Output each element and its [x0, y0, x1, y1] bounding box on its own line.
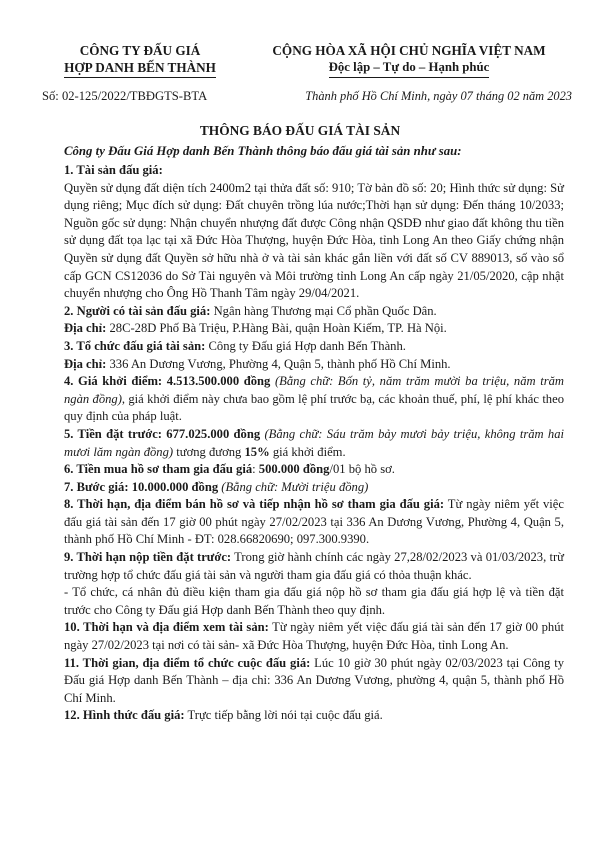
section-2 [64, 303, 564, 321]
notice-body [64, 162, 564, 725]
section-9-label: 9. Thời hạn nộp tiền đặt trước: [64, 550, 232, 565]
section-8-label: 8. Thời hạn, địa điểm bán hồ sơ và tiếp nhận hồ sơ tham gia đấu giá: [64, 497, 445, 512]
section-3 [64, 338, 564, 356]
section-10-text: Từ ngày niêm yết việc đấu giá tài sản đến 17 giờ 00 phút ngày 27/02/2023 tại nơi có tài sản- xã Đức Hòa Thượng, huyện Đức Hòa, tỉnh Long An. [64, 620, 564, 653]
section-9-note: - Tổ chức, cá nhân đủ điều kiện tham gia đấu giá nộp hồ sơ tham gia đấu giá hợp lệ và tiền đặt trước cho Công ty Đấu giá Hợp danh Bến Thành theo quy định. [64, 585, 564, 617]
section-2-address [64, 320, 564, 338]
section-7 [64, 479, 564, 497]
section-4-text: , giá khởi điểm này chưa bao gồm lệ phí trước bạ, các khoản thuế, phí, lệ phí khác theo quy định của pháp luật. [64, 391, 564, 424]
section-8-text: Từ ngày niêm yết việc đấu giá tài sản đến 17 giờ 00 phút ngày 27/02/2023 tại 336 An Dương Vương, Phường 4, Quận 5, thành phố Hồ Chí Minh - ĐT: 028.66820690; 097.300.9390. [64, 497, 564, 547]
section-5 [64, 426, 564, 461]
section-2-address-label: Địa chỉ: [64, 321, 107, 336]
section-1-text: Quyền sử dụng đất diện tích 2400m2 tại thửa đất số: 910; Tờ bản đồ số: 20; Hình thức sử dụng: Sử dụng riêng; Mục đích sử dụng: Đất chuyên trồng lúa nước;Thời hạn sử dụng: Đến tháng 10/2033; Nguồn gốc sử dụng: Nhận chuyển nhượng đất được Công nhận QSDĐ như giao đất không thu tiền sử dụng đất tọa lạc tại xã Đức Hòa Thượng, huyện Đức Hòa, tỉnh Long An theo Giấy chứng nhận Quyền sử dụng đất Quyền sở hữu nhà ở và tài sản khác gắn liền với đất số CV 889013, số vào sổ cấp GCN CS12036 do Sở Tài nguyên và Môi trường tỉnh Long An cấp ngày 21/05/2020, cập nhật chuyển nhượng cho Ông Hồ Thanh Tâm ngày 29/04/2021. [64, 180, 564, 301]
section-10-label: 10. Thời hạn và địa điểm xem tài sản: [64, 620, 269, 635]
section-9-text: Trong giờ hành chính các ngày 27,28/02/2023 và 01/03/2023, trừ trường hợp tổ chức đấu giá tài sản và người tham gia đấu giá có thỏa thuận khác. [64, 550, 564, 582]
section-5-label: 5. Tiền đặt trước: 677.025.000 đồng [64, 426, 261, 441]
national-header [244, 42, 574, 78]
document-number: Số: 02-125/2022/TBĐGTS-BTA [42, 89, 208, 103]
company-name-line2: HỢP DANH BẾN THÀNH [64, 59, 216, 78]
section-12-text: Trực tiếp bằng lời nói tại cuộc đấu giá. [184, 708, 383, 723]
section-2-label: 2. Người có tài sản đấu giá: [64, 303, 211, 318]
section-9 [64, 549, 564, 584]
section-6-label: 6. Tiền mua hồ sơ tham gia đấu giá [64, 462, 253, 477]
section-6-text: : [252, 462, 259, 477]
section-11-label: 11. Thời gian, địa điểm tổ chức cuộc đấu giá: [64, 655, 311, 670]
document-date: Thành phố Hồ Chí Minh, ngày 07 tháng 02 năm 2023 [305, 89, 572, 103]
section-6-text2: /01 bộ hồ sơ. [329, 462, 395, 477]
section-2-text: Ngân hàng Thương mại Cổ phần Quốc Dân. [210, 303, 437, 318]
national-title: CỘNG HÒA XÃ HỘI CHỦ NGHĨA VIỆT NAM [272, 43, 546, 58]
section-10 [64, 619, 564, 654]
section-7-words: (Bằng chữ: Mười triệu đồng) [218, 479, 369, 494]
section-2-address-text: 28C-28D Phố Bà Triệu, P.Hàng Bài, quận Hoàn Kiếm, TP. Hà Nội. [106, 321, 447, 336]
section-3-label: 3. Tổ chức đấu giá tài sản: [64, 338, 206, 353]
section-12 [64, 707, 564, 725]
section-11 [64, 655, 564, 708]
section-5-text: tương đương [173, 444, 245, 459]
section-8 [64, 496, 564, 549]
section-5-percent: 15% [244, 444, 270, 459]
section-6-amount: 500.000 đồng [258, 462, 330, 477]
section-3-text: Công ty Đấu giá Hợp danh Bến Thành. [205, 338, 406, 353]
section-11-text: Lúc 10 giờ 30 phút ngày 02/03/2023 tại Công ty Đấu giá Hợp danh Bến Thành – địa chỉ: 336 An Dương Vương, phường 4, quận 5, thành phố Hồ Chí Minh. [64, 655, 565, 705]
section-1-heading [64, 162, 564, 180]
section-12-label: 12. Hình thức đấu giá: [64, 708, 185, 723]
section-1-label: 1. Tài sản đấu giá: [64, 163, 163, 177]
section-3-address-text: 336 An Dương Vương, Phường 4, Quận 5, thành phố Hồ Chí Minh. [106, 356, 451, 371]
section-4-label: 4. Giá khởi điểm: 4.513.500.000 đồng [64, 374, 271, 389]
section-4-words: (Bằng chữ: Bốn tỷ, năm trăm mười ba triệu, năm trăm ngàn đồng) [64, 374, 564, 406]
section-7-label: 7. Bước giá: 10.000.000 đồng [64, 479, 219, 494]
section-3-address [64, 356, 564, 374]
intro-line: Công ty Đấu Giá Hợp danh Bến Thành thông báo đấu giá tài sản như sau: [64, 144, 462, 158]
national-motto: Độc lập – Tự do – Hạnh phúc [329, 59, 490, 78]
company-name-line1: CÔNG TY ĐẤU GIÁ [79, 43, 201, 58]
section-3-address-label: Địa chỉ: [64, 356, 107, 371]
section-4 [64, 373, 564, 426]
section-5-words: (Bằng chữ: Sáu trăm bảy mươi bảy triệu, không trăm hai mươi lăm ngàn đồng) [64, 426, 565, 459]
document-title: THÔNG BÁO ĐẤU GIÁ TÀI SẢN [199, 123, 401, 138]
company-header [40, 42, 240, 78]
section-6 [64, 461, 564, 479]
section-5-text2: giá khởi điểm. [269, 444, 346, 459]
